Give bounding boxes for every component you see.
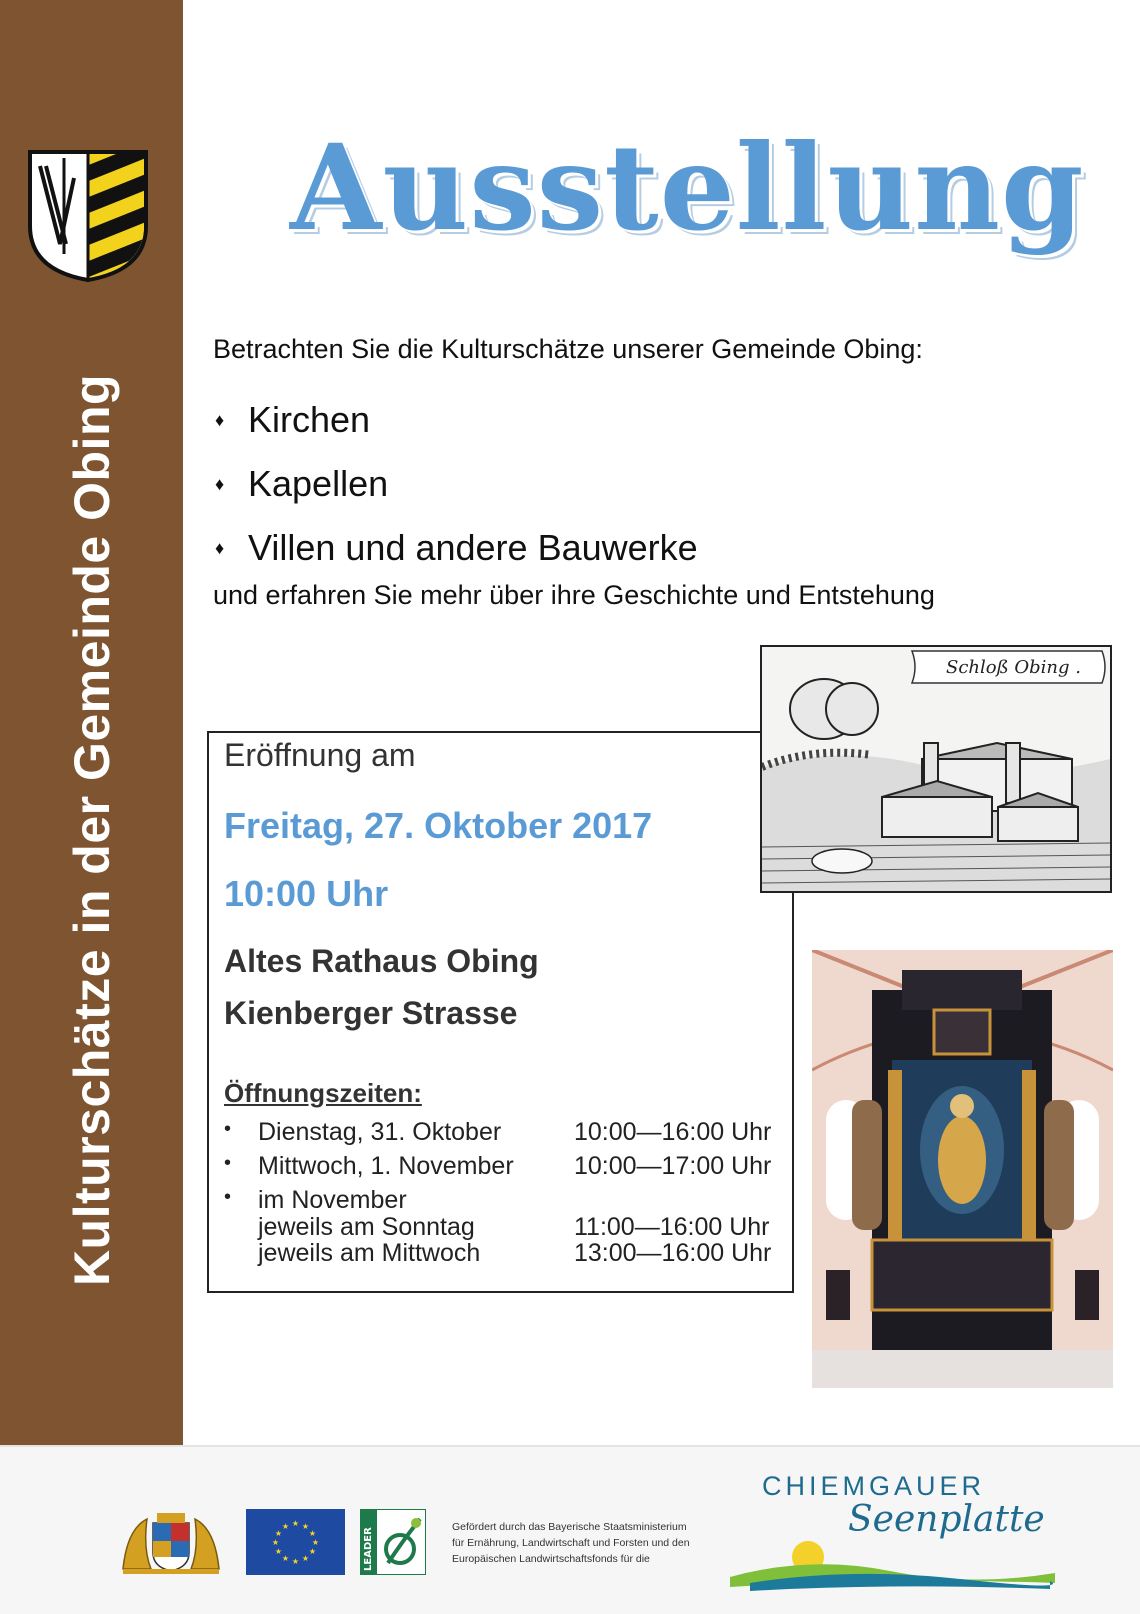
hours-day: jeweils am Sonntag (258, 1213, 475, 1241)
list-item (215, 388, 698, 452)
opening-time: 10:00 Uhr (224, 873, 389, 914)
hours-time: 10:00—17:00 Uhr (574, 1152, 772, 1180)
footer (0, 1445, 1140, 1614)
svg-text:★: ★ (281, 1522, 290, 1531)
schloss-obing-engraving (760, 645, 1112, 893)
hours-day: im November (258, 1186, 407, 1214)
eu-flag-icon (246, 1509, 345, 1575)
diamond-bullet-icon: ♦ (215, 537, 225, 558)
engraving-caption: Schloß Obing . (946, 657, 1081, 678)
diamond-bullet-icon: ♦ (215, 473, 225, 494)
leader-logo-icon (360, 1509, 426, 1575)
list-item-label: Kirchen (248, 399, 371, 440)
svg-text:★: ★ (301, 1554, 310, 1563)
venue-street: Kienberger Strasse (224, 995, 518, 1031)
svg-text:★: ★ (301, 1522, 310, 1531)
funding-line: Gefördert durch das Bayerische Staatsministerium (452, 1521, 687, 1533)
engraving-image (762, 647, 1110, 891)
hours-day: Mittwoch, 1. November (258, 1152, 514, 1180)
opening-date: Freitag, 27. Oktober 2017 (224, 805, 653, 846)
opening-hours-title: Öffnungszeiten: (224, 1078, 422, 1108)
hours-day: Dienstag, 31. Oktober (258, 1118, 502, 1146)
opening-label: Eröffnung am (224, 737, 416, 773)
list-item-label: Kapellen (248, 463, 389, 504)
venue-name: Altes Rathaus Obing (224, 943, 539, 979)
sidebar (0, 0, 183, 1445)
svg-text:★: ★ (274, 1547, 283, 1556)
brand-name-bottom: Seenplatte (848, 1499, 1045, 1540)
bullet-icon: • (224, 1152, 232, 1174)
hours-time: 11:00—16:00 Uhr (574, 1213, 770, 1241)
svg-text:★: ★ (281, 1554, 290, 1563)
funding-notice (452, 1519, 742, 1567)
hours-time: 10:00—16:00 Uhr (574, 1118, 772, 1146)
list-item-label: Villen und andere Bauwerke (248, 527, 698, 568)
page-title: Ausstellung (290, 118, 1085, 257)
list-item (215, 516, 698, 580)
intro-text: Betrachten Sie die Kulturschätze unserer Gemeinde Obing: (213, 334, 923, 364)
svg-text:★: ★ (271, 1538, 280, 1547)
svg-text:★: ★ (308, 1529, 317, 1538)
outro-text: und erfahren Sie mehr über ihre Geschichte und Entstehung (213, 580, 935, 610)
svg-text:★: ★ (274, 1529, 283, 1538)
bavarian-coat-of-arms-icon (117, 1509, 225, 1575)
sidebar-vertical-title: Kulturschätze in der Gemeinde Obing (64, 373, 120, 1287)
funding-line: Europäischen Landwirtschaftsfonds für die (452, 1553, 650, 1565)
brand-name-top: CHIEMGAUER (762, 1471, 986, 1501)
svg-text:★: ★ (291, 1519, 300, 1528)
svg-text:★: ★ (291, 1557, 300, 1566)
bullet-icon: • (224, 1186, 232, 1208)
svg-text:★: ★ (308, 1547, 317, 1556)
diamond-bullet-icon: ♦ (215, 409, 225, 430)
opening-info-box (207, 731, 794, 1293)
list-item (215, 452, 698, 516)
hours-day: jeweils am Mittwoch (258, 1239, 481, 1267)
hours-time: 13:00—16:00 Uhr (574, 1239, 772, 1267)
church-altar-photo (812, 950, 1113, 1388)
highlights-list (215, 388, 698, 580)
svg-text:★: ★ (311, 1538, 320, 1547)
seenplatte-landscape-icon (730, 1537, 1055, 1597)
leader-label: LEADER (363, 1527, 374, 1571)
obing-coat-of-arms-icon (26, 148, 150, 284)
funding-line: für Ernährung, Landwirtschaft und Forsten und den (452, 1537, 690, 1549)
bullet-icon: • (224, 1118, 232, 1140)
